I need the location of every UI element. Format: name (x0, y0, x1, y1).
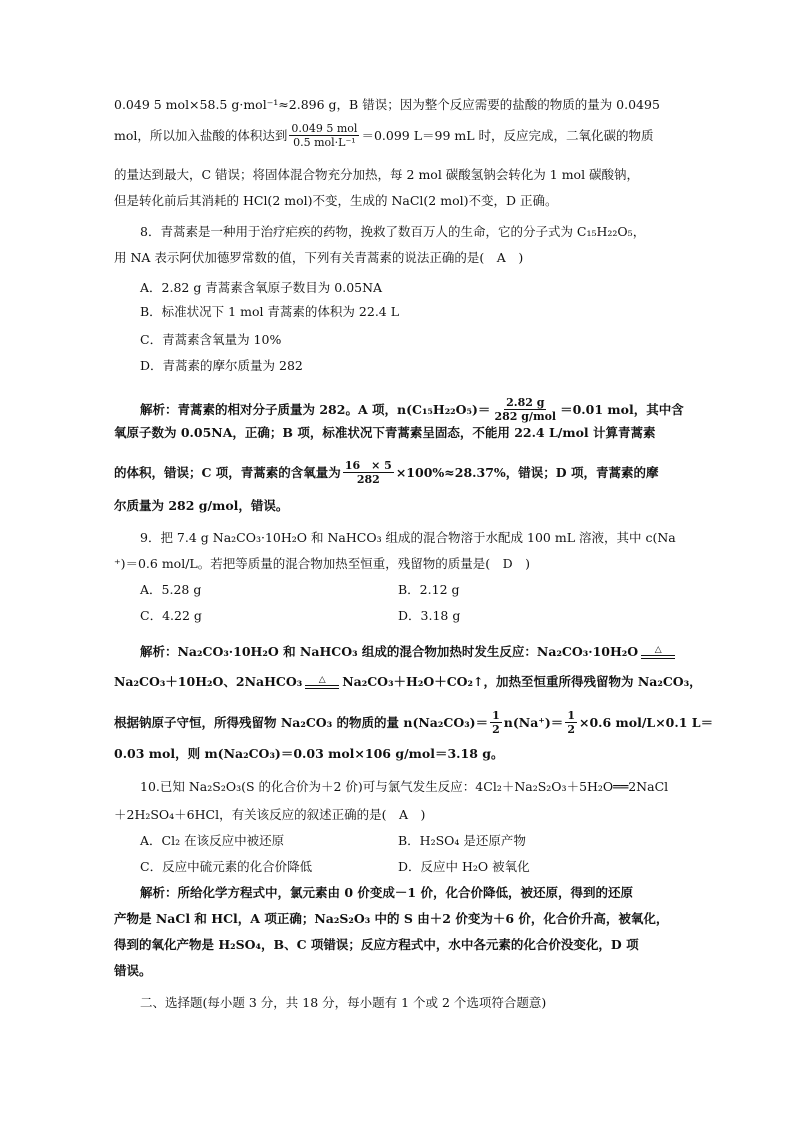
text-run: ＋2H₂SO₄＋6HCl，有关该反应的叙述正确的是( A ) (114, 807, 426, 822)
fraction-numerator: 16 × 5 (344, 459, 392, 472)
text-run: 的量达到最大，C 错误；将固体混合物充分加热，每 2 mol 碳酸氢钠会转化为 1 mol 碳酸钠， (114, 167, 640, 182)
text-line (114, 806, 684, 824)
fraction-denominator: 282 g/mol (494, 410, 557, 423)
double-bar (641, 655, 675, 659)
text-run: n(Na⁺)＝ (503, 714, 564, 730)
analysis-line (114, 424, 684, 442)
analysis-line (140, 396, 684, 423)
text-run: 尔质量为 282 g/mol，错误。 (114, 498, 289, 513)
text-run: D．青蒿素的摩尔质量为 282 (140, 358, 303, 373)
text-line (140, 357, 684, 375)
text-run: ＝0.099 L＝99 mL 时，反应完成，二氧化碳的物质 (361, 127, 654, 143)
text-line (114, 166, 684, 184)
answer-option: D．3.18 g (398, 608, 461, 623)
fraction-numerator: 0.049 5 mol (291, 122, 358, 135)
text-run: 10.已知 Na₂S₂O₃(S 的化合价为＋2 价)可与氯气发生反应：4Cl₂＋Na₂S₂O₃＋5H₂O══2NaCl (140, 779, 669, 794)
text-run: 0.049 5 mol×58.5 g·mol⁻¹≈2.896 g，B 错误；因为整个反应需要的盐酸的物质的量为 0.0495 (114, 97, 660, 112)
answer-option: D．反应中 H₂O 被氧化 (398, 859, 530, 874)
text-run: 二、选择题(每小题 3 分，共 18 分，每小题有 1 个或 2 个选项符合题意) (140, 995, 547, 1010)
text-run: 错误。 (114, 963, 152, 978)
text-run: ⁺)＝0.6 mol/L。若把等质量的混合物加热至恒重，残留物的质量是( D ) (114, 556, 530, 571)
analysis-line (114, 673, 702, 691)
text-run: ×0.6 mol/L×0.1 L＝ (578, 714, 714, 730)
text-line (114, 96, 684, 114)
text-run: ×100%≈28.37%，错误；D 项，青蒿素的摩 (395, 464, 659, 480)
text-run: 8．青蒿素是一种用于治疗疟疾的药物，挽救了数百万人的生命，它的分子式为 C₁₅H₂₂O₅， (140, 224, 646, 239)
text-line (114, 122, 684, 149)
fraction-numerator: 2.82 g (506, 396, 545, 409)
text-run: ＝0.01 mol，其中含 (560, 401, 684, 417)
text-run: 用 NA 表示阿伏加德罗常数的值，下列有关青蒿素的说法正确的是( A ) (114, 250, 524, 265)
fraction-denominator: 282 (356, 473, 380, 486)
text-run: A．2.82 g 青蒿素含氧原子数目为 0.05NA (140, 280, 383, 295)
answer-option: C．反应中硫元素的化合价降低 (140, 859, 313, 874)
text-line (140, 303, 684, 321)
text-line (140, 279, 684, 297)
text-run: 但是转化前后其消耗的 HCl(2 mol)不变，生成的 NaCl(2 mol)不变，D 正确。 (114, 193, 558, 208)
text-run: 的体积，错误；C 项，青蒿素的含氧量为 (114, 464, 341, 480)
fraction-numerator: 1 (492, 709, 500, 722)
text-line (140, 994, 684, 1012)
analysis-line (114, 497, 684, 515)
answer-option: B．2.12 g (398, 582, 460, 597)
text-line (114, 555, 684, 573)
fraction (492, 396, 558, 423)
text-run: B．标准状况下 1 mol 青蒿素的体积为 22.4 L (140, 304, 400, 319)
fraction-numerator: 1 (567, 709, 575, 722)
analysis-line (114, 709, 714, 736)
fraction (289, 122, 359, 149)
text-run: 0.03 mol，则 m(Na₂CO₃)＝0.03 mol×106 g/mol＝3.18 g。 (114, 746, 504, 761)
heating-equals-sign (305, 676, 339, 689)
analysis-line (114, 910, 684, 928)
fraction (490, 709, 502, 736)
heat-triangle-icon: △ (318, 674, 326, 685)
analysis-line (140, 643, 684, 661)
fraction (565, 709, 577, 736)
analysis-line (114, 936, 684, 954)
analysis-line (114, 962, 684, 980)
fraction-denominator: 2 (492, 723, 500, 736)
fraction-denominator: 0.5 mol·L⁻¹ (293, 136, 356, 149)
text-run: 得到的氧化产物是 H₂SO₄，B、C 项错误；反应方程式中，水中各元素的化合价没变化，D 项 (114, 937, 639, 952)
text-run: 9．把 7.4 g Na₂CO₃·10H₂O 和 NaHCO₃ 组成的混合物溶于水配成 100 mL 溶液，其中 c(Na (140, 530, 676, 545)
text-run: Na₂CO₃＋10H₂O、2NaHCO₃ (114, 674, 303, 689)
text-run: 解析：青蒿素的相对分子质量为 282。A 项，n(C₁₅H₂₂O₅)＝ (140, 401, 491, 417)
text-run: C．青蒿素含氧量为 10% (140, 332, 282, 347)
answer-option: A．Cl₂ 在该反应中被还原 (140, 833, 285, 848)
text-line (114, 192, 684, 210)
text-line (140, 331, 684, 349)
text-line (140, 778, 684, 796)
fraction (343, 459, 394, 486)
double-bar (305, 685, 339, 689)
heating-equals-sign (641, 646, 675, 659)
text-line (140, 529, 684, 547)
text-run: 解析：Na₂CO₃·10H₂O 和 NaHCO₃ 组成的混合物加热时发生反应：Na₂CO₃·10H₂O (140, 644, 639, 659)
analysis-line (114, 459, 684, 486)
heat-triangle-icon: △ (654, 644, 662, 655)
analysis-line (114, 745, 684, 763)
fraction-denominator: 2 (567, 723, 575, 736)
text-run: 根据钠原子守恒，所得残留物 Na₂CO₃ 的物质的量 n(Na₂CO₃)＝ (114, 714, 489, 730)
answer-option: A．5.28 g (140, 582, 202, 597)
analysis-line (140, 884, 684, 902)
text-line (140, 223, 684, 241)
answer-option: B．H₂SO₄ 是还原产物 (398, 833, 526, 848)
text-run: 解析：所给化学方程式中，氯元素由 0 价变成－1 价，化合价降低，被还原，得到的还原 (140, 885, 633, 900)
text-line (114, 249, 684, 267)
text-run: Na₂CO₃＋H₂O＋CO₂↑，加热至恒重所得残留物为 Na₂CO₃， (342, 674, 702, 689)
text-run: 氧原子数为 0.05NA，正确；B 项，标准状况下青蒿素呈固态，不能用 22.4 L/mol 计算青蒿素 (114, 425, 656, 440)
text-run: 产物是 NaCl 和 HCl，A 项正确；Na₂S₂O₃ 中的 S 由＋2 价变为＋6 价，化合价升高，被氧化， (114, 911, 669, 926)
answer-option: C．4.22 g (140, 608, 202, 623)
text-run: mol，所以加入盐酸的体积达到 (114, 127, 288, 143)
